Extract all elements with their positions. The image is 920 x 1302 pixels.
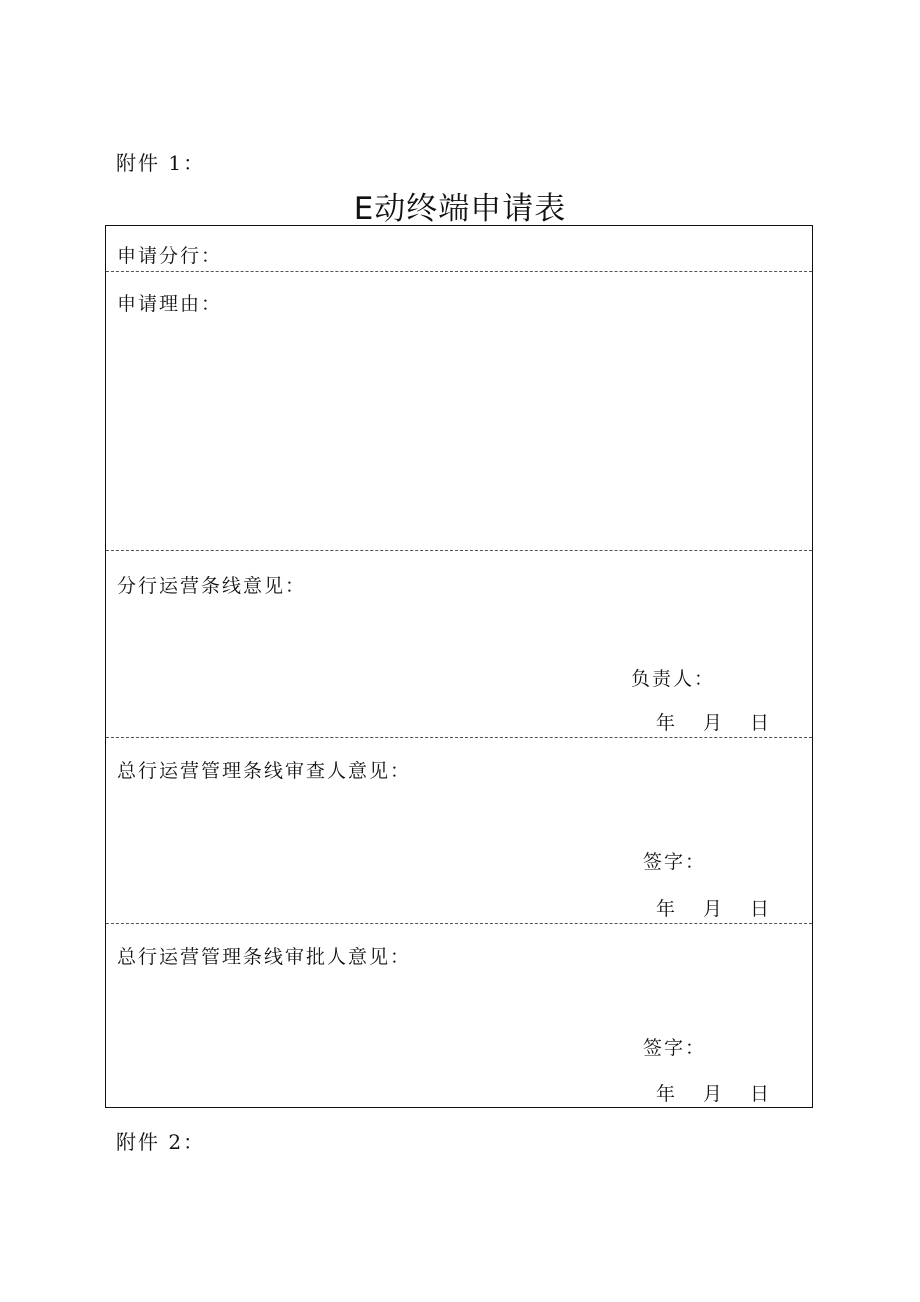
form-title: E动终端申请表 bbox=[353, 191, 567, 227]
attachment-2-label: 附件 2： bbox=[116, 1130, 206, 1154]
day-label: 日 bbox=[750, 712, 770, 734]
responsible-person-label: 负责人： bbox=[631, 668, 716, 690]
year-label: 年 bbox=[656, 712, 676, 734]
branch-label: 申请分行： bbox=[117, 245, 223, 267]
approval-signature-label: 签字： bbox=[643, 1037, 707, 1059]
branch-row[interactable] bbox=[106, 226, 812, 272]
reason-row[interactable] bbox=[106, 272, 812, 551]
hq-review-row[interactable] bbox=[106, 738, 812, 924]
month-label: 月 bbox=[703, 1083, 723, 1105]
hq-approval-row[interactable] bbox=[106, 924, 812, 1109]
year-label: 年 bbox=[656, 1083, 676, 1105]
branch-ops-row[interactable] bbox=[106, 551, 812, 738]
review-signature-label: 签字： bbox=[643, 851, 707, 873]
application-form bbox=[105, 225, 813, 1108]
branch-ops-label: 分行运营条线意见： bbox=[117, 575, 307, 597]
hq-review-label: 总行运营管理条线审查人意见： bbox=[117, 760, 412, 782]
month-label: 月 bbox=[703, 712, 723, 734]
day-label: 日 bbox=[750, 898, 770, 920]
year-label: 年 bbox=[656, 898, 676, 920]
hq-approval-label: 总行运营管理条线审批人意见： bbox=[117, 946, 412, 968]
attachment-1-label: 附件 1： bbox=[116, 151, 206, 175]
reason-label: 申请理由： bbox=[117, 293, 223, 315]
month-label: 月 bbox=[703, 898, 723, 920]
day-label: 日 bbox=[750, 1083, 770, 1105]
